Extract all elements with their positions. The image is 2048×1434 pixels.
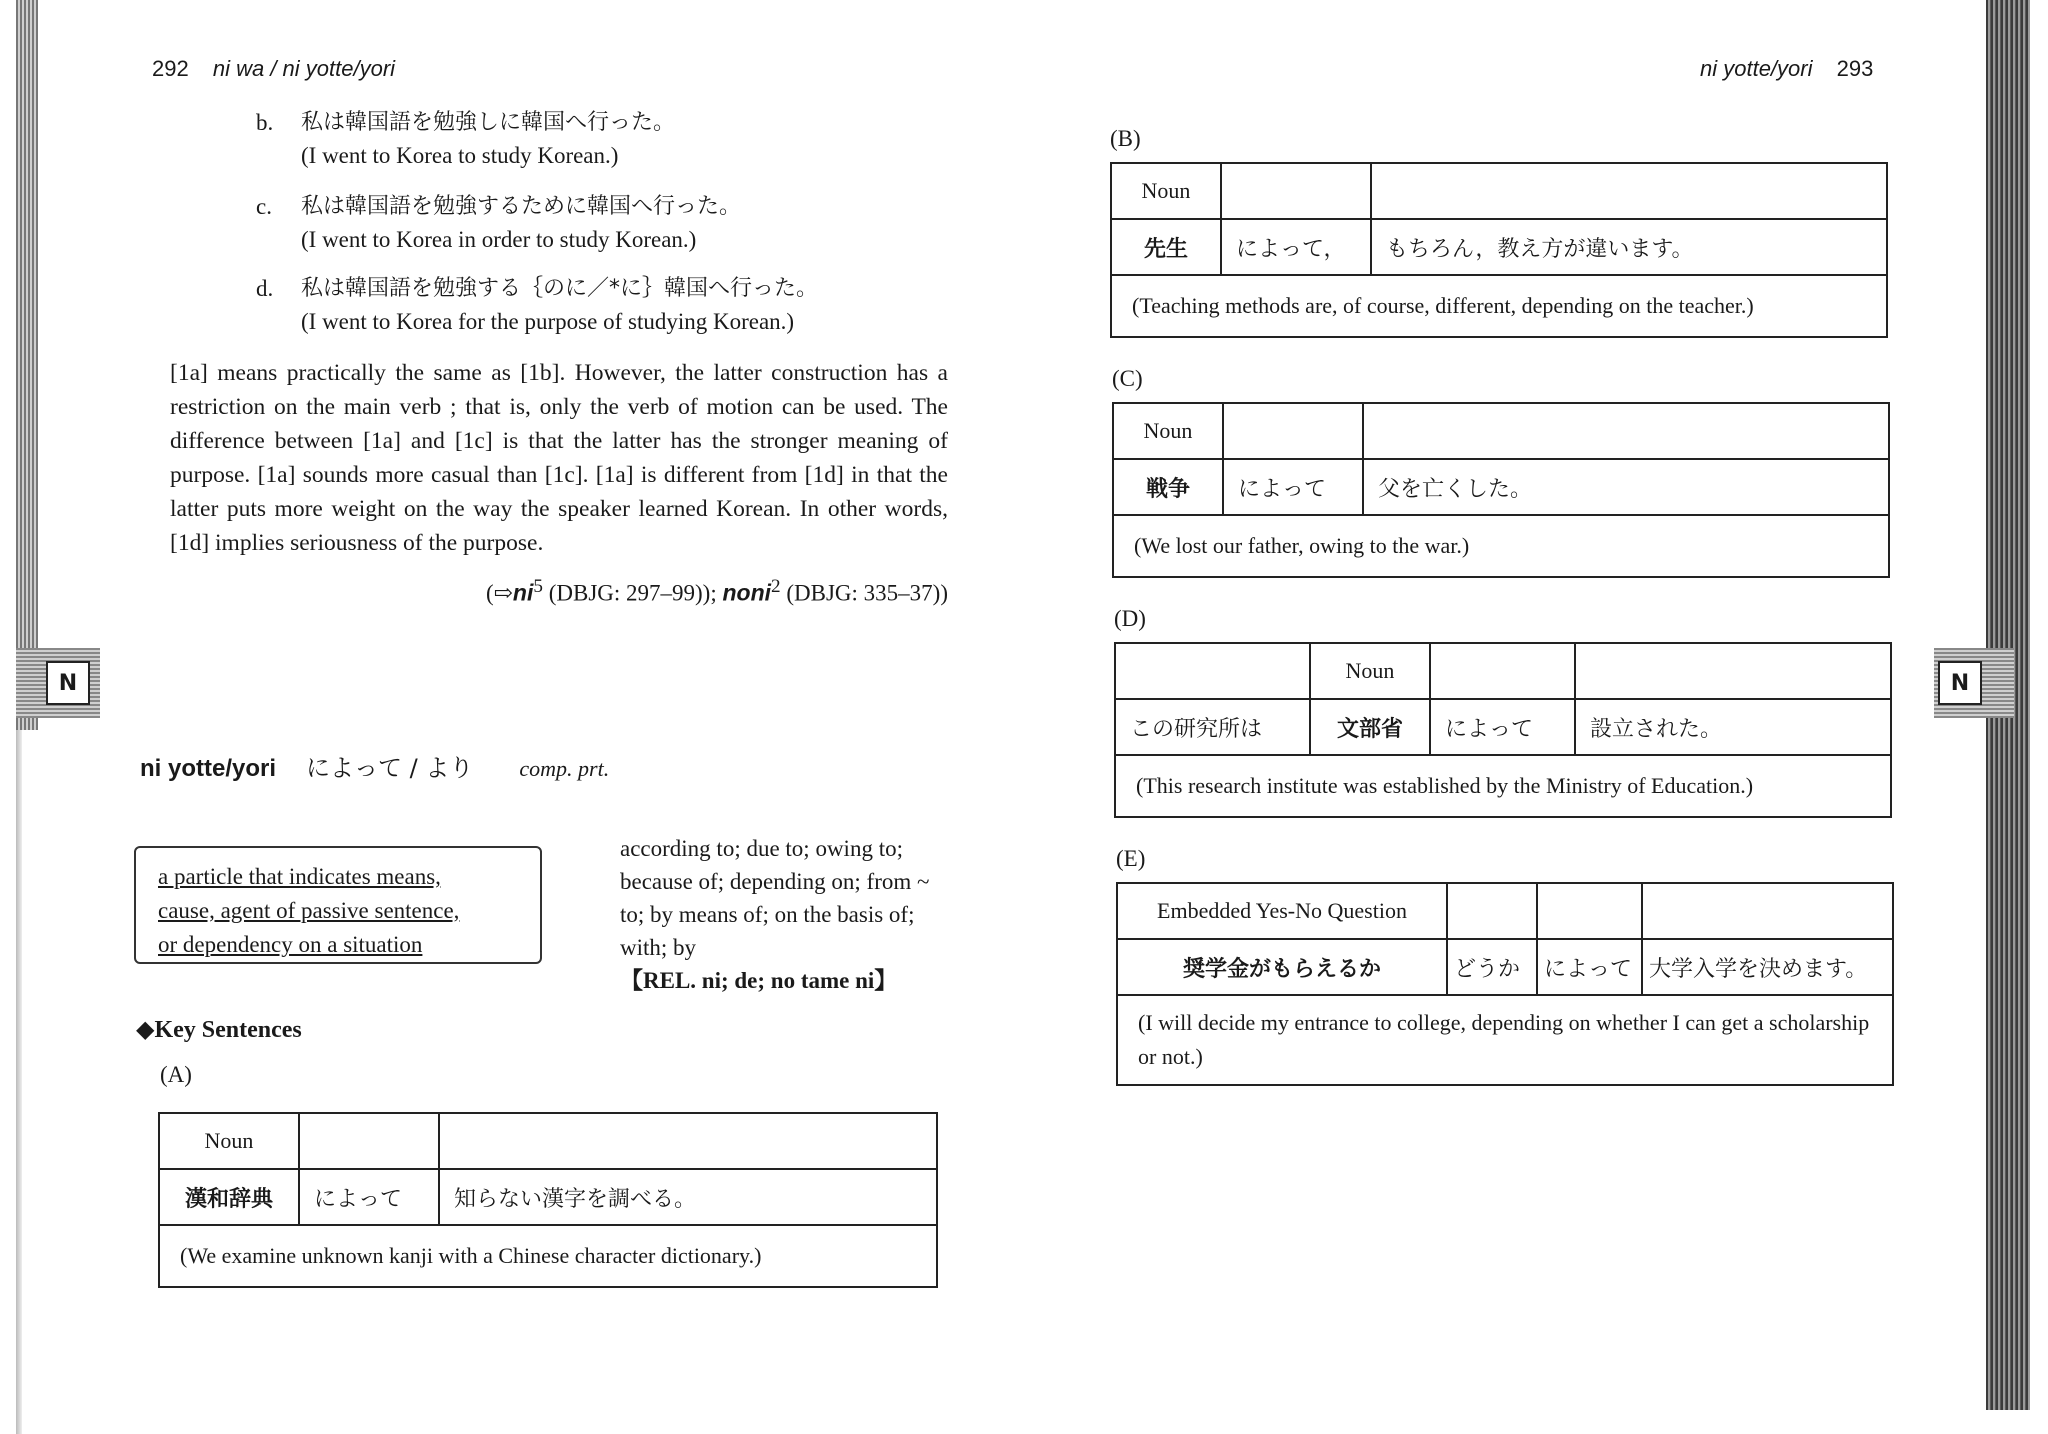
right-page-number: 293: [1836, 56, 1874, 81]
sentence-d-particle: によって: [1430, 699, 1575, 755]
sentence-c-noun: 戦争: [1113, 459, 1223, 515]
example-c-english: (I went to Korea in order to study Korean.): [301, 227, 697, 252]
sentence-b-noun: 先生: [1111, 219, 1221, 275]
sentence-b-translation: (Teaching methods are, of course, different, depending on the teacher.): [1111, 275, 1887, 337]
example-d-english: (I went to Korea for the purpose of studying Korean.): [301, 309, 795, 334]
left-thumb-tab-n: N: [46, 661, 90, 705]
ref-sup-2: 2: [771, 576, 781, 597]
example-d-japanese: 私は韓国語を勉強する｛のに／*に｝韓国へ行った。: [301, 276, 819, 301]
sentence-e-clause-header: Embedded Yes-No Question: [1117, 883, 1447, 939]
left-page-header: [152, 56, 395, 82]
definition-line-3: or dependency on a situation: [158, 932, 423, 957]
left-binding-shadow: [16, 730, 22, 1434]
sentence-e-dooka: どうか: [1447, 939, 1537, 995]
cross-reference: [170, 576, 948, 607]
sentence-a-translation: (We examine unknown kanji with a Chinese character dictionary.): [159, 1225, 937, 1287]
sentence-a-table: [158, 1112, 938, 1288]
ref-source-1: (DBJG: 297–99));: [548, 580, 717, 606]
sentence-b-label: (B): [1110, 126, 1141, 151]
sentence-e-translation: (I will decide my entrance to college, depending on whether I can get a scholarship or not.): [1117, 995, 1893, 1085]
entry-part-of-speech: comp. prt.: [519, 756, 610, 781]
sentence-b-table: [1110, 162, 1888, 338]
sentence-d-noun: 文部省: [1310, 699, 1430, 755]
sentence-e-predicate: 大学入学を決めます。: [1642, 939, 1893, 995]
explanation-paragraph: [170, 356, 948, 560]
sentence-d-predicate: 設立された。: [1575, 699, 1891, 755]
example-d-label: d.: [256, 276, 274, 301]
explanation-text: [1a] means practically the same as [1b]. However, the latter construction has a restriction on the main verb ; that is, only the verb of motion can be used. The difference between [1a] and [1c] is that the latter has the stronger meaning of purpose. [1a] sounds more casual than [1c]. [1a] is different from [1d] in that the latter puts more weight on the way the speaker learned Korean. In other words, [1d] implies seriousness of the purpose.: [170, 360, 948, 556]
right-page-header: [1700, 56, 1873, 82]
entry-heading: [140, 748, 609, 783]
sentence-a-label: (A): [160, 1062, 192, 1087]
left-page-number: 292: [152, 56, 189, 81]
sentence-d-label: (D): [1114, 606, 1146, 631]
gloss-related: 【REL. ni; de; no tame ni】: [620, 968, 898, 993]
right-running-title: ni yotte/yori: [1700, 56, 1813, 81]
example-b-english: (I went to Korea to study Korean.): [301, 143, 619, 168]
definition-line-1: a particle that indicates means,: [158, 864, 441, 889]
example-b-japanese: 私は韓国語を勉強しに韓国へ行った。: [301, 110, 676, 135]
definition-line-2: cause, agent of passive sentence,: [158, 898, 460, 923]
sentence-c-predicate: 父を亡くした。: [1363, 459, 1889, 515]
sentence-a-predicate: 知らない漢字を調べる。: [439, 1169, 937, 1225]
gloss-block: [620, 832, 950, 997]
sentence-c-label: (C): [1112, 366, 1143, 391]
example-c-japanese: 私は韓国語を勉強するために韓国へ行った。: [301, 194, 742, 219]
entry-keyword: ni yotte/yori: [140, 755, 277, 782]
left-running-title: ni wa / ni yotte/yori: [212, 56, 396, 81]
ref-term-noni: noni: [722, 579, 772, 606]
example-b-label: b.: [256, 110, 274, 135]
ref-arrow: (⇨: [485, 580, 513, 606]
left-binding-edge: [16, 0, 38, 730]
sentence-b-particle: によって，: [1221, 219, 1371, 275]
sentence-e-table: [1116, 882, 1894, 1086]
sentence-a-noun-header: Noun: [159, 1113, 299, 1169]
sentence-c-table: [1112, 402, 1890, 578]
sentence-a-particle: によって: [299, 1169, 439, 1225]
right-thumb-index: [1934, 648, 2014, 718]
sentence-e-particle: によって: [1537, 939, 1642, 995]
ref-sup-1: 5: [533, 576, 543, 597]
left-thumb-index: [16, 648, 100, 718]
sentence-a-noun: 漢和辞典: [159, 1169, 299, 1225]
gloss-text: according to; due to; owing to; because of; depending on; from ~ to; by means of; on the basis of; with; by: [620, 836, 930, 960]
sentence-e-label: (E): [1116, 846, 1146, 871]
sentence-c-translation: (We lost our father, owing to the war.): [1113, 515, 1889, 577]
sentence-c-particle: によって: [1223, 459, 1363, 515]
ref-source-2: (DBJG: 335–37)): [786, 580, 948, 606]
sentence-e-clause: 奨学金がもらえるか: [1117, 939, 1447, 995]
sentence-d-subject: この研究所は: [1115, 699, 1310, 755]
definition-box: [134, 846, 542, 964]
sentence-b-predicate: もちろん，教え方が違います。: [1371, 219, 1887, 275]
sentence-d-translation: (This research institute was established by the Ministry of Education.): [1115, 755, 1891, 817]
ref-term-ni: ni: [512, 579, 534, 606]
example-c-label: c.: [256, 194, 272, 219]
sentence-d-table: [1114, 642, 1892, 818]
right-thumb-tab-n: N: [1938, 661, 1982, 705]
sentence-b-noun-header: Noun: [1111, 163, 1221, 219]
sentence-c-noun-header: Noun: [1113, 403, 1223, 459]
entry-kana: によって / より: [306, 754, 474, 782]
key-sentences-title: ◆Key Sentences: [136, 1017, 302, 1043]
sentence-d-noun-header: Noun: [1310, 643, 1430, 699]
